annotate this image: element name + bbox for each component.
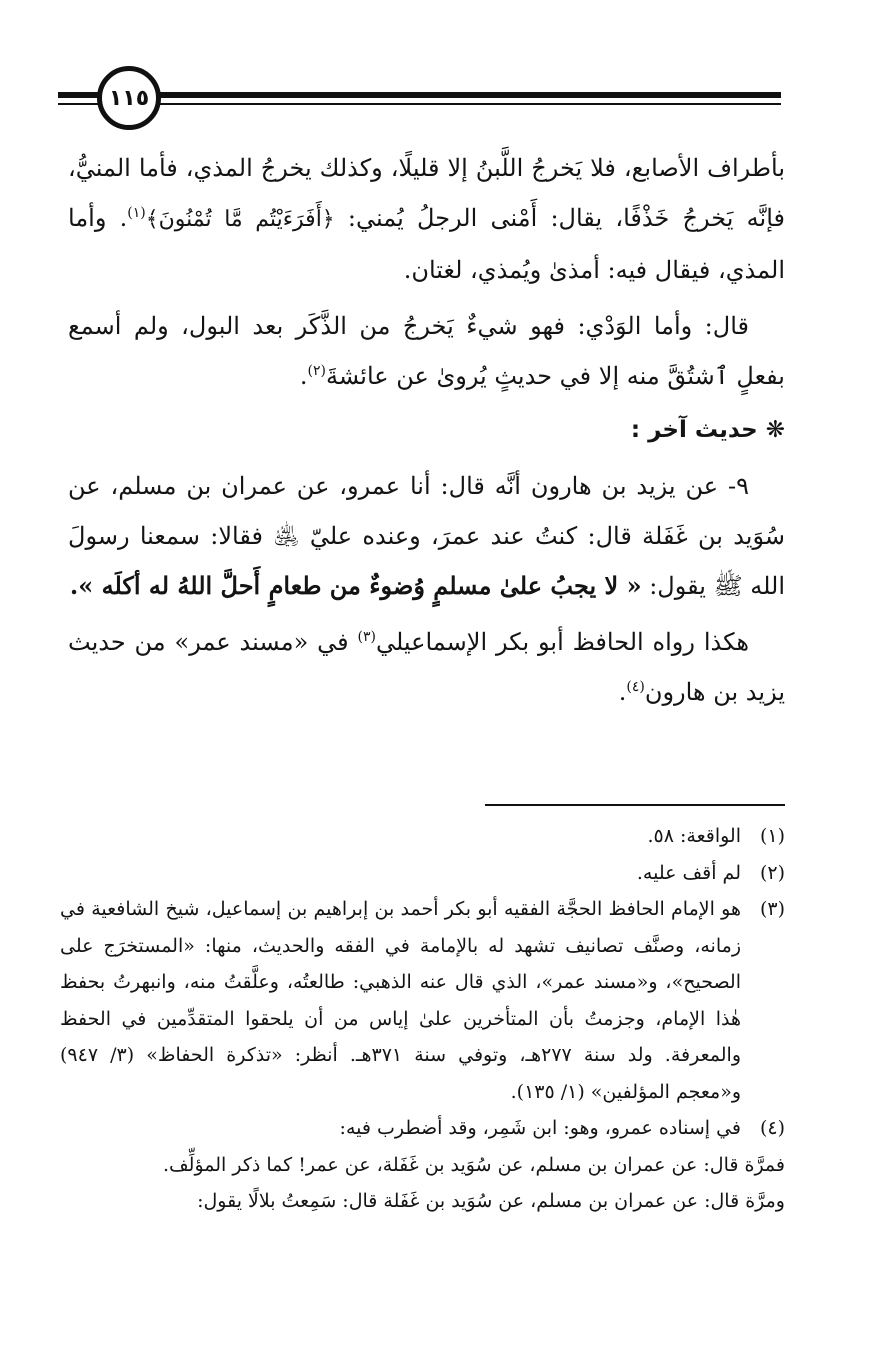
paragraph-1-end: . وأما المذي، فيقال فيه: أمذىٰ ويُمذي، لغتان. [68, 204, 785, 284]
paragraph-2 [68, 301, 785, 401]
header-rule-left-thin [58, 103, 100, 105]
paragraph-3 [68, 461, 785, 611]
footnote-ref-2[interactable]: (٢) [307, 363, 326, 379]
footnote-2 [60, 855, 785, 892]
paragraph-4-end: . [618, 678, 627, 706]
paragraph-4 [68, 617, 785, 717]
footnote-ref-4[interactable]: (٤) [626, 679, 645, 695]
footnote-ref-1[interactable]: (١) [127, 205, 146, 221]
quran-verse: ﴿أَفَرَءَيْتُم مَّا تُمْنُونَ﴾ [145, 207, 335, 232]
page-number-badge: ١١٥ [97, 66, 161, 130]
paragraph-2-end: . [299, 362, 308, 390]
footnote-text: الواقعة: ٥٨. [647, 825, 741, 847]
section-heading: ❋ حديث آخر : [630, 417, 785, 443]
paragraph-1 [68, 143, 785, 295]
header-rule-thin [160, 103, 781, 105]
header-rule [160, 92, 781, 98]
paragraph-2-text: قال: وأما الوَدْي: فهو شيءٌ يَخرجُ من الذَّكَر بعد البول، ولم أسمع بفعلٍ ٱشتُقَّ منه إلا في حديثٍ يُروىٰ عن عائشةَ [68, 312, 785, 390]
main-text [68, 143, 785, 717]
footnote-4 [60, 1110, 785, 1147]
paragraph-1-text: بأطراف الأصابع، فلا يَخرجُ اللَّبنُ إلا قليلًا، وكذلك يخرجُ المذي، فأما المنيُّ، فإنَّه يَخرجُ خَذْفًا، يقال: أَمْنى الرجلُ يُمني: [68, 154, 786, 232]
footnotes [60, 818, 785, 1220]
footnote-text: هو الإمام الحافظ الحجَّة الفقيه أبو بكر أحمد بن إبراهيم بن إسماعيل، شيخ الشافعية في زمانه، وصنَّف تصانيف تشهد له بالإمامة في الفقه والحديث، منها: «المستخرَج على الصحيح»، و«مسند عمر»، الذي قال عنه الذهبي: طالعتُه، وعلَّقتُ منه، وانبهرتُ بحفظ هٰذا الإمام، وجزمتُ بأن المتأخرين علىٰ إياس من أن يلحقوا المتقدِّمين في الحفظ والمعرفة. ولد سنة ٢٧٧هـ، وتوفي سنة ٣٧١هـ. أنظر: «تذكرة الحفاظ» (٣/ ٩٤٧) و«معجم المؤلفين» (١/ ١٣٥). [60, 898, 741, 1103]
paragraph-3-text: ٩- عن يزيد بن هارون أنَّه قال: أنا عمرو، عن عمران بن مسلم، عن سُوَيد بن غَفَلة قال: كنتُ عند عمرَ، وعنده عليّ ﵁ فقالا: سمعنا رسولَ الله ﷺ يقول: [68, 472, 785, 600]
footnote-3 [60, 891, 785, 1110]
footnote-1 [60, 818, 785, 855]
paragraph-4-text: هكذا رواه الحافظ أبو بكر الإسماعيلي [375, 628, 749, 656]
footnote-number: (١) [759, 825, 785, 847]
footnote-number: (٣) [759, 898, 785, 920]
footnote-4-continuation-2: ومرَّة قال: عن عمران بن مسلم، عن سُوَيد بن غَفَلة قال: سَمِعتُ بلالًا يقول: [197, 1190, 785, 1212]
footnote-text: في إسناده عمرو، وهو: ابن شَمِر، وقد أضطرب فيه: [339, 1117, 741, 1139]
footnote-4-continuation-1: فمرَّة قال: عن عمران بن مسلم، عن سُوَيد بن غَفَلة، عن عمر! كما ذكر المؤلِّف. [162, 1153, 785, 1176]
footnote-text: لم أقف عليه. [636, 861, 741, 884]
page-header [0, 0, 873, 140]
footnote-separator [485, 804, 785, 806]
hadith-quote: « لا يجبُ علىٰ مسلمٍ وُضوءٌ من طعامٍ أَحلَّ اللهُ له أكلَه ». [69, 571, 642, 600]
paragraph-4-mid: في «مسند عمر» من حديث يزيد بن هارون [68, 628, 785, 706]
footnote-number: (٤) [759, 1117, 785, 1139]
footnote-ref-3[interactable]: (٣) [357, 629, 376, 645]
header-rule-left [58, 92, 100, 98]
footnote-number: (٢) [759, 861, 785, 884]
